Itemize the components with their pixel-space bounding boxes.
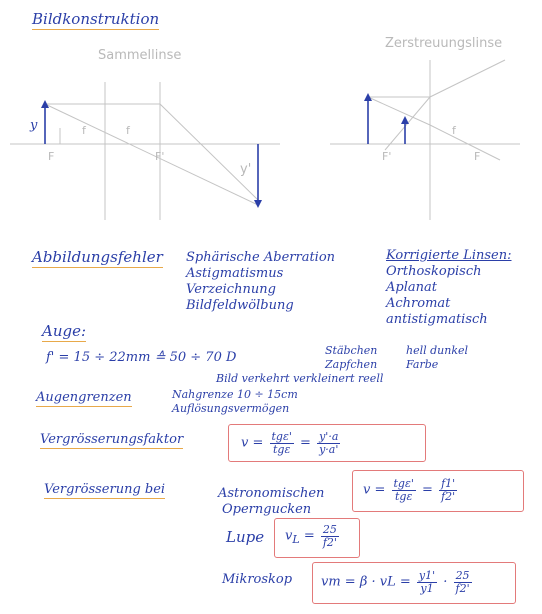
vergroesserungsfaktor-heading: Vergrösserungsfaktor [40, 432, 184, 447]
opernglas-label: Operngucken [222, 502, 312, 517]
mikroskop-label: Mikroskop [222, 572, 293, 587]
label-F-prime-right: F' [382, 150, 392, 163]
abbildungsfehler-heading: Abbildungsfehler [32, 248, 163, 266]
label-F-left: F [48, 150, 55, 163]
mikroskop-formula [321, 570, 474, 594]
auge-heading: Auge: [42, 322, 87, 340]
abbildungsfehler-list [186, 250, 335, 314]
sammellinse-label: Sammellinse [98, 48, 182, 63]
fraction-denominator: tgε [273, 442, 291, 456]
fraction-numerator: tgε' [271, 430, 292, 443]
list-item: Bildfeldwölbung [186, 298, 294, 313]
fraction-tg [392, 478, 416, 502]
fraction-denominator: y·a' [319, 442, 339, 456]
hell-dunkel-label: hell dunkel [406, 344, 469, 357]
list-item: antistigmatisch [386, 312, 488, 327]
fraction-25 [454, 570, 472, 594]
label-F-prime: F' [155, 150, 165, 163]
fraction-lupe [321, 524, 339, 548]
fraction-denominator: f2' [455, 581, 470, 595]
formula-lhs: v [285, 528, 293, 544]
label-y: y [30, 118, 38, 133]
formula-equals: = [300, 435, 311, 451]
vergroesserung-bei-heading: Vergrösserung bei [44, 482, 166, 497]
lupe-formula [285, 524, 341, 548]
korrigierte-list [386, 264, 488, 328]
fraction-numerator: 25 [455, 569, 470, 582]
augengrenzen-heading: Augengrenzen [36, 390, 132, 405]
list-item: Orthoskopisch [386, 264, 482, 279]
fraction-numerator: f1' [441, 477, 456, 490]
fraction-numerator: 25 [322, 523, 337, 536]
list-item: Verzeichnung [186, 282, 276, 297]
formula-equals: = [422, 482, 433, 498]
astronomisch-box [352, 470, 524, 512]
fraction-y [317, 431, 340, 455]
fraction-denominator: f2' [441, 489, 456, 503]
fraction-numerator: y'·a [319, 430, 339, 443]
label-f-right: f [126, 124, 130, 137]
zerstreuungslinse-label: Zerstreuungslinse [385, 36, 503, 51]
label-y-prime: y' [240, 162, 252, 177]
astronomisch-formula [363, 478, 459, 502]
fraction-tg [270, 431, 294, 455]
fraction-numerator: tgε' [393, 477, 414, 490]
lupe-box [274, 518, 360, 558]
auge-formula: f' = 15 ÷ 22mm ≙ 50 ÷ 70 D [46, 350, 237, 365]
ray-center-left [45, 104, 258, 205]
auge-note: Bild verkehrt verkleinert reell [216, 372, 384, 385]
label-f-right-lens: f [452, 124, 456, 137]
fraction-denominator: tgε [395, 489, 413, 503]
fraction-numerator: y1' [418, 569, 436, 582]
list-item: Aplanat [386, 280, 437, 295]
lupe-label: Lupe [226, 528, 265, 546]
label-F-right: F [474, 150, 481, 163]
zapfchen-label: Zapfchen [325, 358, 378, 371]
nahgrenze-text: Nahgrenze 10 ÷ 15cm [172, 388, 298, 401]
fraction-denominator: y1 [420, 581, 434, 595]
staebchen-label: Stäbchen [325, 344, 378, 357]
ray-refracted-left [160, 104, 258, 200]
list-item: Astigmatismus [186, 266, 284, 281]
korrigierte-heading: Korrigierte Linsen: [386, 248, 512, 263]
formula-main: vm = β · vL = [321, 574, 411, 590]
astronomisch-label: Astronomischen [218, 486, 325, 501]
formula-subscript: L [292, 533, 300, 547]
formula-dot: · [443, 574, 448, 590]
list-item: Sphärische Aberration [186, 250, 336, 265]
formula-equals: = [303, 528, 315, 544]
list-item: Achromat [386, 296, 451, 311]
farbe-label: Farbe [406, 358, 439, 371]
vergroesserungsfaktor-box [228, 424, 426, 462]
page-title: Bildkonstruktion [32, 10, 160, 28]
vergroesserungsfaktor-formula [241, 431, 342, 455]
formula-lhs: v = [241, 435, 264, 451]
fraction-denominator: f2' [322, 535, 337, 549]
mikroskop-box [312, 562, 516, 604]
fraction-y [417, 570, 437, 594]
aufloesung-text: Auflösungsvermögen [172, 402, 290, 415]
formula-lhs: v = [363, 482, 386, 498]
fraction-f [439, 478, 457, 502]
label-f-left: f [82, 124, 86, 137]
